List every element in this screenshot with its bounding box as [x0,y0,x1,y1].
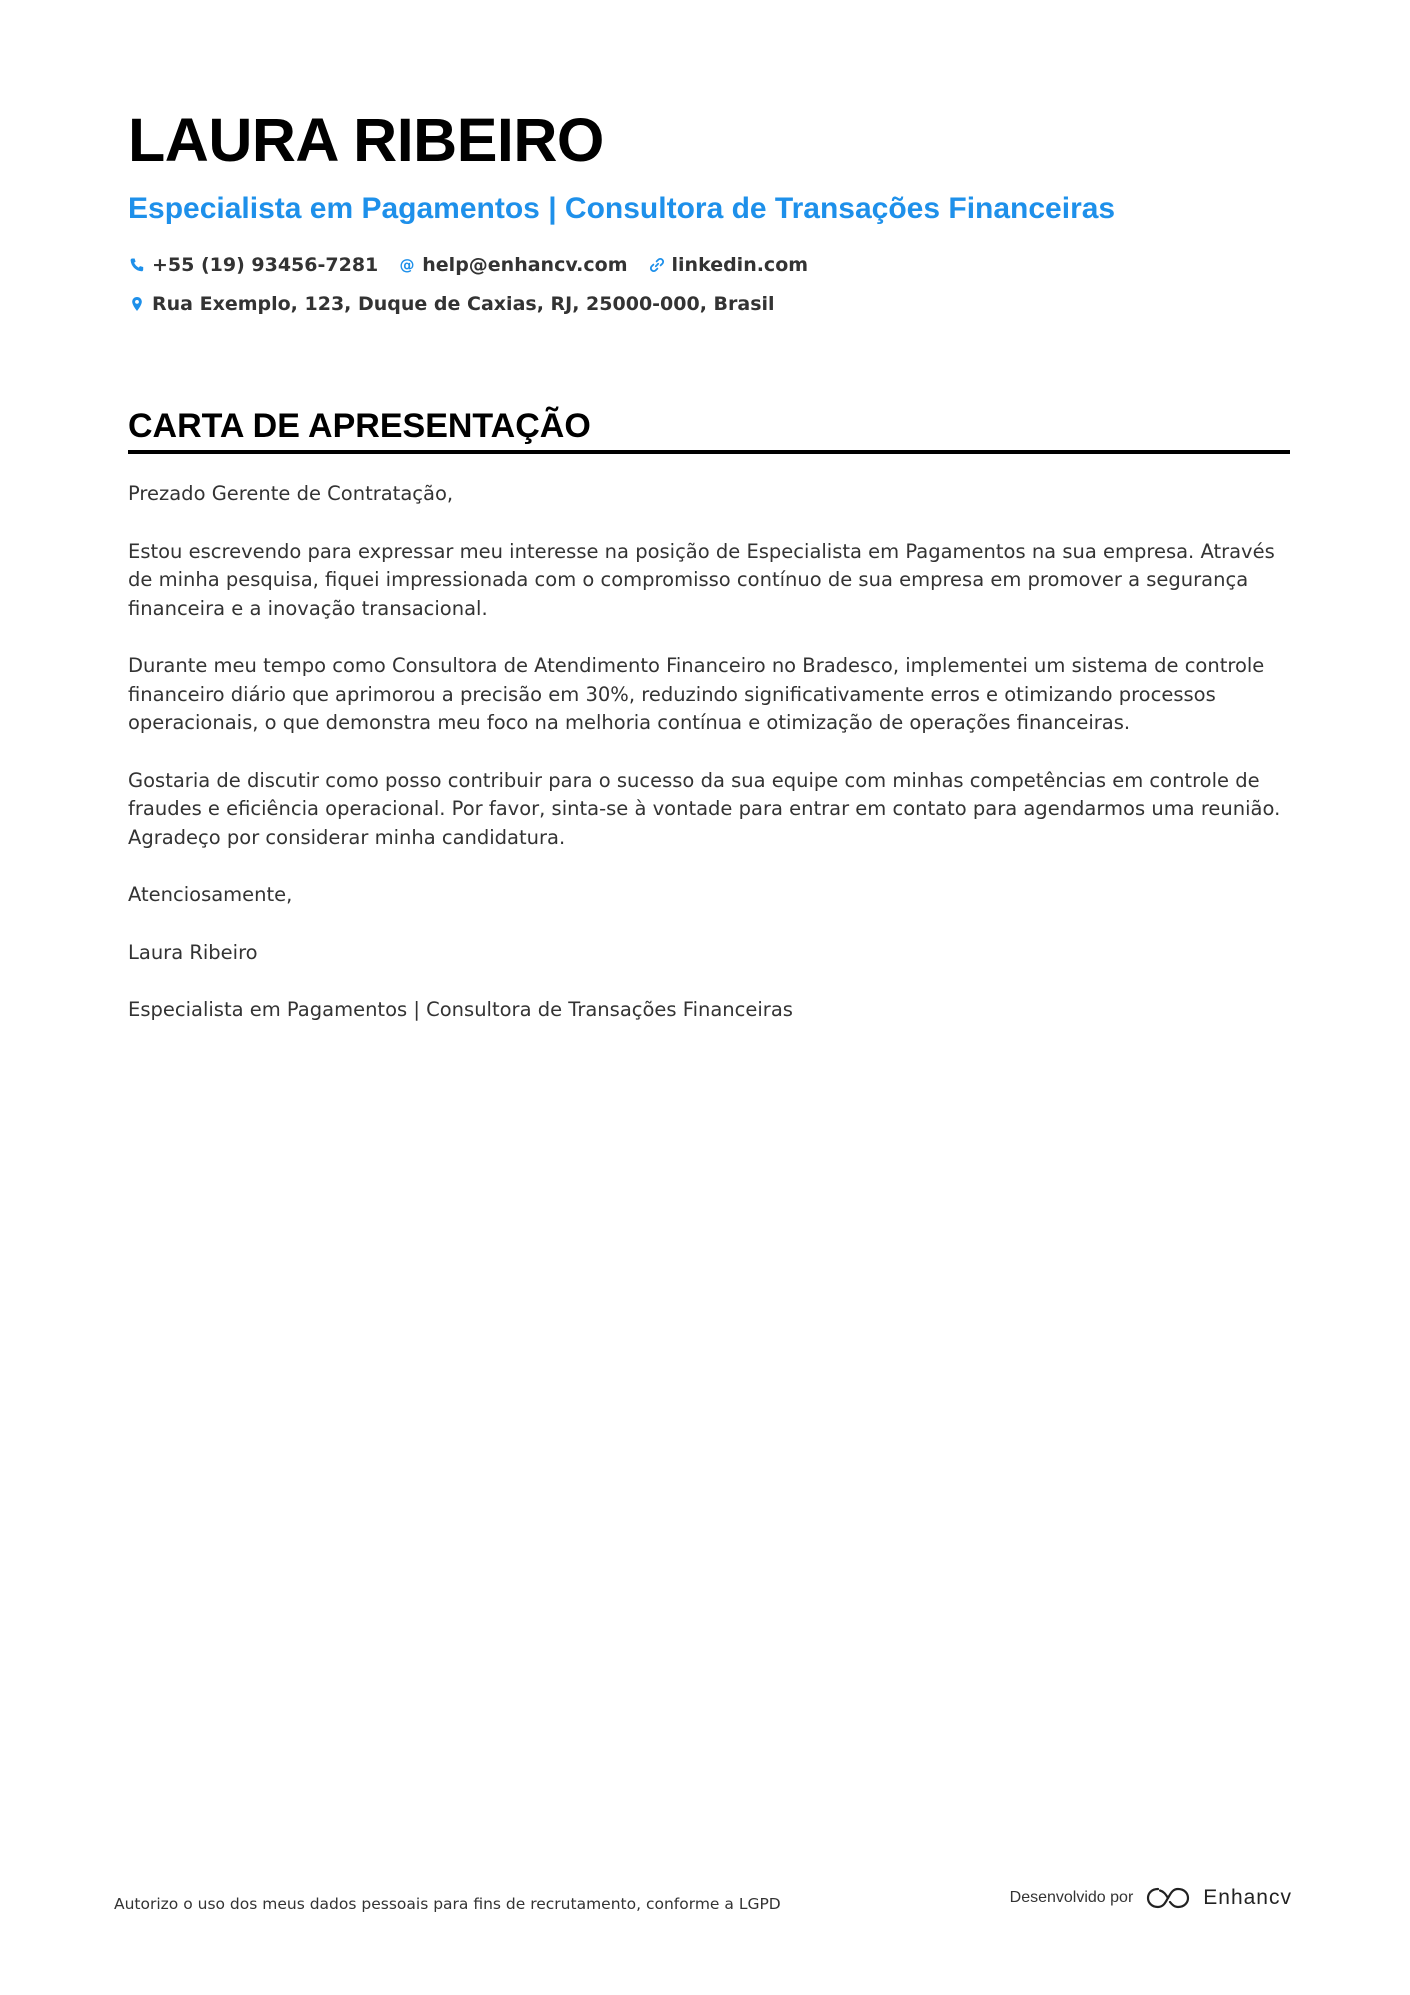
contact-email[interactable] [398,254,627,276]
enhancv-logo-text: Enhancv [1203,1886,1292,1909]
letter-closing: Atenciosamente, [128,883,293,906]
contact-phone [128,254,378,276]
signature-title: Especialista em Pagamentos | Consultora de Transações Financeiras [128,998,793,1021]
candidate-name: LAURA RIBEIRO [128,106,604,174]
section-title: CARTA DE APRESENTAÇÃO [128,407,591,445]
at-icon [398,256,416,274]
contact-linkedin[interactable] [648,254,809,276]
link-icon [648,256,666,274]
linkedin-text[interactable]: linkedin.com [671,254,809,276]
enhancv-logo-icon [1145,1885,1191,1911]
letter-body [128,480,1290,1054]
address-row [128,293,795,315]
email-text[interactable]: help@enhancv.com [422,254,628,276]
location-pin-icon [128,295,146,313]
candidate-title: Especialista em Pagamentos | Consultora de Transações Financeiras [128,192,1116,225]
phone-icon [128,256,146,274]
contact-row [128,254,828,276]
letter-paragraph: Estou escrevendo para expressar meu interesse na posição de Especialista em Pagamentos na sua empresa. Através de minha pesquisa, fiquei impressionada com o compromisso contínuo de sua empresa em promover a segurança financeira e a inovação transacional. [128,539,1275,620]
section-divider [128,450,1290,454]
powered-by[interactable] [1010,1885,1292,1911]
consent-note: Autorizo o uso dos meus dados pessoais para fins de recrutamento, conforme a LGPD [114,1895,781,1913]
letter-paragraph: Gostaria de discutir como posso contribuir para o sucesso da sua equipe com minhas competências em controle de fraudes e eficiência operacional. Por favor, sinta-se à vontade para entrar em contato para agendarmos uma reunião. Agradeço por considerar minha candidatura. [128,768,1281,849]
letter-paragraph: Durante meu tempo como Consultora de Atendimento Financeiro no Bradesco, implementei um sistema de controle financeiro diário que aprimorou a precisão em 30%, reduzindo significativamente erros e otimizando processos operacionais, o que demonstra meu foco na melhoria contínua e otimização de operações financeiras. [128,654,1265,734]
address-text: Rua Exemplo, 123, Duque de Caxias, RJ, 25000-000, Brasil [152,293,775,315]
phone-text: +55 (19) 93456-7281 [152,254,379,276]
signature-name: Laura Ribeiro [128,940,258,964]
contact-address [128,293,775,315]
powered-by-label: Desenvolvido por [1009,1889,1134,1906]
svg-text:@: @ [399,257,415,273]
letter-greeting: Prezado Gerente de Contratação, [128,482,454,505]
